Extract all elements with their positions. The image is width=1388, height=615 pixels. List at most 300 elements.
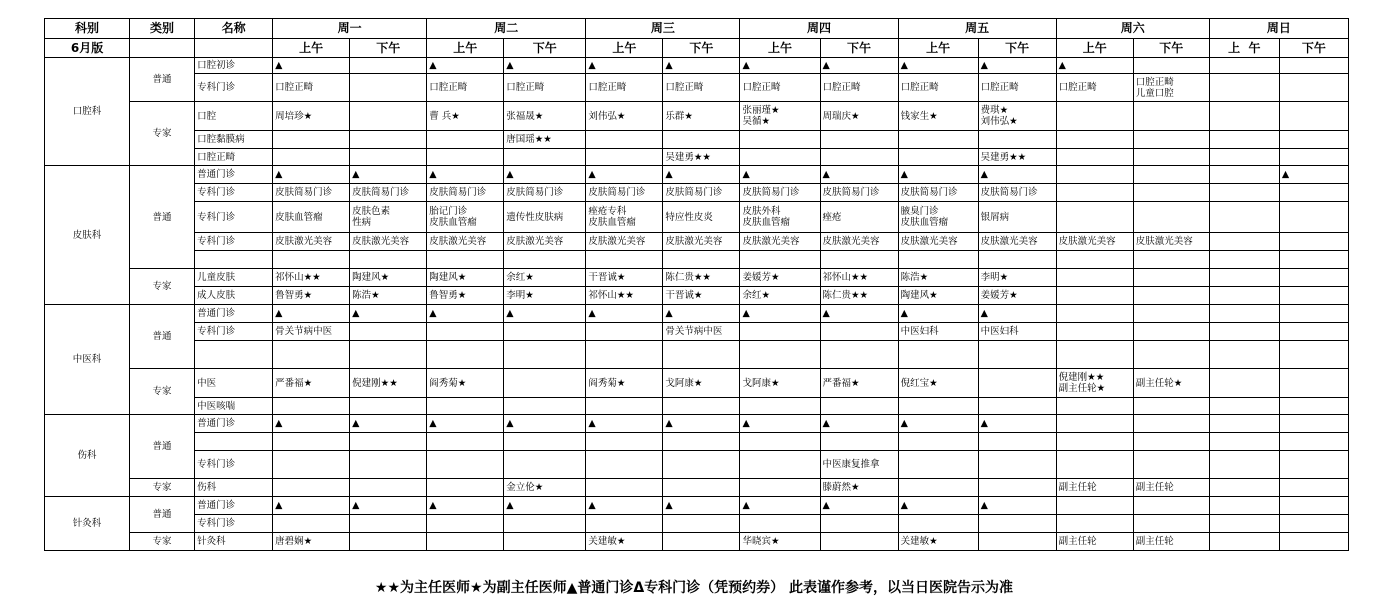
schedule-cell: ▲ [427, 305, 504, 323]
schedule-cell [504, 369, 586, 398]
schedule-cell: 戈阿康★ [740, 369, 820, 398]
schedule-cell: ▲ [663, 497, 740, 515]
clinic-type-cell: 普通 [130, 166, 195, 269]
schedule-cell [586, 398, 663, 415]
schedule-cell [898, 251, 978, 269]
schedule-cell [898, 479, 978, 497]
schedule-cell [1209, 305, 1279, 323]
schedule-cell: 阎秀菊★ [586, 369, 663, 398]
schedule-cell: 中医妇科 [898, 323, 978, 341]
schedule-cell [898, 433, 978, 451]
table-row [45, 184, 1349, 202]
schedule-cell: ▲ [350, 415, 427, 433]
schedule-cell [663, 251, 740, 269]
schedule-cell: ▲ [586, 166, 663, 184]
schedule-cell [978, 251, 1056, 269]
schedule-cell [1133, 497, 1209, 515]
header-blank [130, 39, 195, 58]
clinic-name-cell: 专科门诊 [195, 515, 273, 533]
schedule-cell [1209, 497, 1279, 515]
schedule-cell [1056, 149, 1133, 166]
clinic-name-cell: 普通门诊 [195, 305, 273, 323]
header-day: 周日 [1209, 19, 1348, 39]
schedule-cell [427, 533, 504, 551]
header-dept: 科别 [45, 19, 130, 39]
schedule-cell: 骨关节病中医 [663, 323, 740, 341]
schedule-cell [273, 433, 350, 451]
schedule-cell [820, 149, 898, 166]
schedule-cell [1209, 251, 1279, 269]
schedule-cell [1133, 166, 1209, 184]
schedule-cell: 祁怀山★★ [586, 287, 663, 305]
schedule-cell [1056, 102, 1133, 131]
schedule-cell: 痤疮专科 皮肤血管瘤 [586, 202, 663, 233]
schedule-cell: ▲ [586, 415, 663, 433]
schedule-cell: ▲ [350, 305, 427, 323]
clinic-name-cell: 口腔初诊 [195, 58, 273, 74]
schedule-cell [1056, 131, 1133, 149]
schedule-cell [1279, 515, 1348, 533]
schedule-cell: 口腔正畸 儿童口腔 [1133, 74, 1209, 102]
schedule-cell: ▲ [504, 497, 586, 515]
schedule-cell [427, 149, 504, 166]
schedule-cell: 倪红宝★ [898, 369, 978, 398]
schedule-cell [663, 533, 740, 551]
schedule-cell: 口腔正畸 [978, 74, 1056, 102]
schedule-cell: 皮肤激光美容 [663, 233, 740, 251]
schedule-cell: 鲁智勇★ [427, 287, 504, 305]
schedule-cell [1209, 451, 1279, 479]
schedule-cell: ▲ [504, 305, 586, 323]
header-blank [195, 39, 273, 58]
schedule-cell: 余红★ [740, 287, 820, 305]
schedule-cell [350, 58, 427, 74]
header-day: 周二 [427, 19, 586, 39]
schedule-cell [1279, 451, 1348, 479]
header-period: 上午 [1056, 39, 1133, 58]
schedule-cell [504, 398, 586, 415]
clinic-type-cell: 普通 [130, 415, 195, 479]
schedule-cell [586, 515, 663, 533]
clinic-name-cell: 专科门诊 [195, 74, 273, 102]
schedule-cell [427, 433, 504, 451]
schedule-cell: 皮肤色素 性病 [350, 202, 427, 233]
schedule-cell: 关建敏★ [898, 533, 978, 551]
schedule-cell: 唐国瑶★★ [504, 131, 586, 149]
schedule-cell [740, 131, 820, 149]
header-period: 下午 [978, 39, 1056, 58]
schedule-cell: 皮肤激光美容 [978, 233, 1056, 251]
header-day: 周一 [273, 19, 427, 39]
schedule-cell [427, 341, 504, 369]
schedule-cell [1056, 433, 1133, 451]
department-cell: 中医科 [45, 305, 130, 415]
schedule-table [44, 18, 1349, 551]
table-row [45, 497, 1349, 515]
header-period: 上 午 [1209, 39, 1279, 58]
schedule-cell [273, 479, 350, 497]
schedule-cell [427, 398, 504, 415]
schedule-cell: 滕蔚然★ [820, 479, 898, 497]
header-period: 上午 [427, 39, 504, 58]
clinic-name-cell: 口腔黏膜病 [195, 131, 273, 149]
schedule-cell [978, 341, 1056, 369]
schedule-cell: 干晋诚★ [663, 287, 740, 305]
schedule-cell: ▲ [273, 166, 350, 184]
schedule-cell: ▲ [740, 305, 820, 323]
schedule-cell: 副主任轮★ [1133, 369, 1209, 398]
schedule-cell: 曹 兵★ [427, 102, 504, 131]
schedule-cell [273, 515, 350, 533]
schedule-cell: 余红★ [504, 269, 586, 287]
schedule-cell [1279, 415, 1348, 433]
clinic-name-cell [195, 433, 273, 451]
schedule-cell [586, 251, 663, 269]
schedule-cell: ▲ [273, 497, 350, 515]
schedule-cell: 皮肤简易门诊 [898, 184, 978, 202]
schedule-cell [898, 149, 978, 166]
schedule-cell [350, 341, 427, 369]
schedule-cell [740, 515, 820, 533]
schedule-cell [1279, 398, 1348, 415]
table-row [45, 433, 1349, 451]
schedule-cell [1279, 305, 1348, 323]
schedule-cell: ▲ [740, 166, 820, 184]
schedule-cell: 口腔正畸 [740, 74, 820, 102]
header-period: 上午 [740, 39, 820, 58]
schedule-cell [1056, 269, 1133, 287]
schedule-cell: 皮肤激光美容 [427, 233, 504, 251]
schedule-cell: 干晋诚★ [586, 269, 663, 287]
schedule-cell [350, 451, 427, 479]
schedule-cell [1209, 131, 1279, 149]
schedule-cell: 皮肤血管瘤 [273, 202, 350, 233]
clinic-type-cell: 普通 [130, 305, 195, 369]
schedule-cell: ▲ [350, 166, 427, 184]
schedule-cell [1209, 149, 1279, 166]
header-day: 周四 [740, 19, 898, 39]
schedule-cell [504, 341, 586, 369]
schedule-cell: 口腔正畸 [586, 74, 663, 102]
schedule-cell [1209, 233, 1279, 251]
clinic-name-cell: 专科门诊 [195, 233, 273, 251]
schedule-cell [427, 515, 504, 533]
schedule-cell [1209, 433, 1279, 451]
schedule-cell [978, 369, 1056, 398]
schedule-cell [1209, 341, 1279, 369]
schedule-cell: 祁怀山★★ [273, 269, 350, 287]
schedule-cell: ▲ [586, 305, 663, 323]
clinic-type-cell: 专家 [130, 369, 195, 415]
schedule-cell [1133, 451, 1209, 479]
schedule-cell [1209, 184, 1279, 202]
schedule-cell [1133, 287, 1209, 305]
schedule-cell: ▲ [820, 415, 898, 433]
schedule-cell: 鲁智勇★ [273, 287, 350, 305]
schedule-cell: ▲ [978, 305, 1056, 323]
schedule-cell [1279, 323, 1348, 341]
header-period: 下午 [1279, 39, 1348, 58]
schedule-cell [898, 398, 978, 415]
schedule-cell [978, 131, 1056, 149]
schedule-cell: 皮肤激光美容 [586, 233, 663, 251]
schedule-cell [1209, 479, 1279, 497]
schedule-cell [1279, 433, 1348, 451]
schedule-cell: 皮肤激光美容 [273, 233, 350, 251]
schedule-cell: 皮肤简易门诊 [427, 184, 504, 202]
schedule-cell: 口腔正畸 [820, 74, 898, 102]
schedule-cell [1056, 515, 1133, 533]
schedule-cell: 张福晟★ [504, 102, 586, 131]
schedule-cell [820, 433, 898, 451]
header-day: 周六 [1056, 19, 1209, 39]
schedule-cell [273, 398, 350, 415]
schedule-cell [1056, 287, 1133, 305]
schedule-cell [427, 479, 504, 497]
schedule-cell [820, 341, 898, 369]
table-row [45, 415, 1349, 433]
clinic-name-cell: 针灸科 [195, 533, 273, 551]
schedule-cell [1209, 287, 1279, 305]
schedule-cell [663, 433, 740, 451]
schedule-cell: 皮肤激光美容 [504, 233, 586, 251]
schedule-cell [898, 131, 978, 149]
schedule-cell: 口腔正畸 [427, 74, 504, 102]
schedule-cell: 皮肤简易门诊 [978, 184, 1056, 202]
schedule-cell [663, 398, 740, 415]
schedule-cell [978, 515, 1056, 533]
schedule-cell: 陈仁贵★★ [663, 269, 740, 287]
schedule-cell: 皮肤外科 皮肤血管瘤 [740, 202, 820, 233]
clinic-name-cell: 口腔 [195, 102, 273, 131]
schedule-cell [1056, 341, 1133, 369]
clinic-name-cell: 专科门诊 [195, 202, 273, 233]
schedule-cell [740, 251, 820, 269]
schedule-cell [820, 533, 898, 551]
schedule-cell [1279, 251, 1348, 269]
schedule-cell [350, 149, 427, 166]
schedule-cell: 痤疮 [820, 202, 898, 233]
schedule-cell: 皮肤简易门诊 [273, 184, 350, 202]
schedule-cell [820, 131, 898, 149]
schedule-cell [586, 149, 663, 166]
schedule-cell: ▲ [820, 305, 898, 323]
schedule-cell: ▲ [820, 166, 898, 184]
schedule-cell [1209, 398, 1279, 415]
header-type: 类别 [130, 19, 195, 39]
schedule-cell: 周瑞庆★ [820, 102, 898, 131]
schedule-cell [1279, 233, 1348, 251]
schedule-cell [427, 251, 504, 269]
schedule-cell: 陈仁贵★★ [820, 287, 898, 305]
header-period: 下午 [504, 39, 586, 58]
schedule-cell: 祁怀山★★ [820, 269, 898, 287]
schedule-cell: ▲ [1056, 58, 1133, 74]
schedule-cell [1279, 202, 1348, 233]
header-name: 名称 [195, 19, 273, 39]
schedule-cell [740, 341, 820, 369]
schedule-cell: ▲ [504, 58, 586, 74]
table-row [45, 479, 1349, 497]
schedule-cell: 中医妇科 [978, 323, 1056, 341]
schedule-cell: ▲ [898, 305, 978, 323]
schedule-cell: 李明★ [978, 269, 1056, 287]
schedule-cell [1279, 149, 1348, 166]
schedule-cell: ▲ [740, 497, 820, 515]
legend-footer: ★★为主任医师★为副主任医师▲普通门诊Δ专科门诊（凭预约券） 此表谨作参考，以当日医院告示为准 [374, 580, 1014, 596]
schedule-cell: 口腔正畸 [1056, 74, 1133, 102]
schedule-cell: 刘伟弘★ [586, 102, 663, 131]
table-row [45, 58, 1349, 74]
schedule-cell: 张丽瑾★ 吴循★ [740, 102, 820, 131]
schedule-cell: 李明★ [504, 287, 586, 305]
clinic-type-cell: 普通 [130, 58, 195, 102]
department-cell: 口腔科 [45, 58, 130, 166]
schedule-cell [586, 479, 663, 497]
schedule-cell: 姜媛芳★ [740, 269, 820, 287]
table-row [45, 149, 1349, 166]
clinic-name-cell: 口腔正畸 [195, 149, 273, 166]
schedule-cell [1209, 269, 1279, 287]
table-row [45, 323, 1349, 341]
schedule-cell [1056, 497, 1133, 515]
clinic-type-cell: 专家 [130, 269, 195, 305]
schedule-cell [740, 149, 820, 166]
header-version: 6月版 [45, 39, 130, 58]
schedule-cell [1279, 74, 1348, 102]
schedule-cell: ▲ [820, 497, 898, 515]
schedule-cell [1056, 323, 1133, 341]
clinic-name-cell [195, 251, 273, 269]
schedule-cell [740, 323, 820, 341]
schedule-cell [1133, 415, 1209, 433]
table-row [45, 269, 1349, 287]
schedule-cell [350, 323, 427, 341]
schedule-cell: 严番福★ [273, 369, 350, 398]
schedule-cell: 副主任轮 [1056, 533, 1133, 551]
table-row [45, 74, 1349, 102]
schedule-cell: 特应性皮炎 [663, 202, 740, 233]
schedule-cell [586, 451, 663, 479]
header-row-days [45, 19, 1349, 39]
schedule-cell [820, 251, 898, 269]
schedule-cell: 关建敏★ [586, 533, 663, 551]
table-row [45, 287, 1349, 305]
schedule-cell [1279, 184, 1348, 202]
schedule-cell: 口腔正畸 [504, 74, 586, 102]
schedule-cell [1279, 341, 1348, 369]
schedule-cell: ▲ [427, 497, 504, 515]
schedule-cell [273, 341, 350, 369]
schedule-cell: ▲ [663, 58, 740, 74]
schedule-cell: ▲ [504, 415, 586, 433]
clinic-name-cell: 伤科 [195, 479, 273, 497]
schedule-cell: ▲ [740, 58, 820, 74]
schedule-cell: 阎秀菊★ [427, 369, 504, 398]
schedule-cell [1209, 415, 1279, 433]
department-cell: 皮肤科 [45, 166, 130, 305]
schedule-cell [820, 323, 898, 341]
schedule-cell [1279, 497, 1348, 515]
header-row-periods [45, 39, 1349, 58]
schedule-cell: 周培珍★ [273, 102, 350, 131]
schedule-cell [350, 102, 427, 131]
schedule-cell: ▲ [898, 497, 978, 515]
schedule-cell [663, 131, 740, 149]
schedule-cell: 戈阿康★ [663, 369, 740, 398]
schedule-cell [1209, 58, 1279, 74]
schedule-cell: 陈浩★ [898, 269, 978, 287]
clinic-name-cell: 中医 [195, 369, 273, 398]
schedule-cell [1133, 251, 1209, 269]
header-day: 周五 [898, 19, 1056, 39]
header-period: 上午 [898, 39, 978, 58]
schedule-cell [1056, 166, 1133, 184]
schedule-cell: ▲ [273, 305, 350, 323]
table-row [45, 166, 1349, 184]
schedule-cell [350, 398, 427, 415]
schedule-cell: ▲ [898, 166, 978, 184]
schedule-cell [504, 433, 586, 451]
schedule-cell: 副主任轮 [1056, 479, 1133, 497]
schedule-cell [898, 451, 978, 479]
clinic-type-cell: 专家 [130, 533, 195, 551]
clinic-name-cell: 儿童皮肤 [195, 269, 273, 287]
schedule-cell: 皮肤简易门诊 [740, 184, 820, 202]
schedule-cell [504, 149, 586, 166]
clinic-name-cell: 专科门诊 [195, 323, 273, 341]
schedule-cell [350, 251, 427, 269]
department-cell: 伤科 [45, 415, 130, 497]
table-row [45, 515, 1349, 533]
header-period: 上午 [586, 39, 663, 58]
schedule-cell [1209, 515, 1279, 533]
schedule-cell: ▲ [273, 415, 350, 433]
schedule-cell [427, 323, 504, 341]
schedule-cell [1133, 269, 1209, 287]
schedule-cell: 陶建风★ [427, 269, 504, 287]
schedule-cell [1133, 202, 1209, 233]
schedule-cell [586, 341, 663, 369]
schedule-cell [1133, 184, 1209, 202]
schedule-cell [740, 451, 820, 479]
schedule-cell [978, 533, 1056, 551]
schedule-cell: 华晓宾★ [740, 533, 820, 551]
table-row [45, 533, 1349, 551]
schedule-cell: ▲ [586, 497, 663, 515]
schedule-cell: ▲ [427, 415, 504, 433]
header-period: 下午 [820, 39, 898, 58]
schedule-cell: 银屑病 [978, 202, 1056, 233]
schedule-cell [1133, 323, 1209, 341]
schedule-cell [1279, 102, 1348, 131]
schedule-cell: ▲ [978, 415, 1056, 433]
schedule-cell: ▲ [663, 166, 740, 184]
schedule-cell: 皮肤简易门诊 [350, 184, 427, 202]
schedule-cell [1133, 58, 1209, 74]
schedule-cell [663, 515, 740, 533]
schedule-cell [820, 398, 898, 415]
schedule-cell [350, 533, 427, 551]
schedule-cell [1133, 433, 1209, 451]
schedule-cell: ▲ [504, 166, 586, 184]
schedule-cell [1056, 305, 1133, 323]
schedule-cell [978, 433, 1056, 451]
clinic-type-cell: 专家 [130, 479, 195, 497]
schedule-cell [273, 251, 350, 269]
schedule-cell [1056, 451, 1133, 479]
schedule-cell [273, 451, 350, 479]
